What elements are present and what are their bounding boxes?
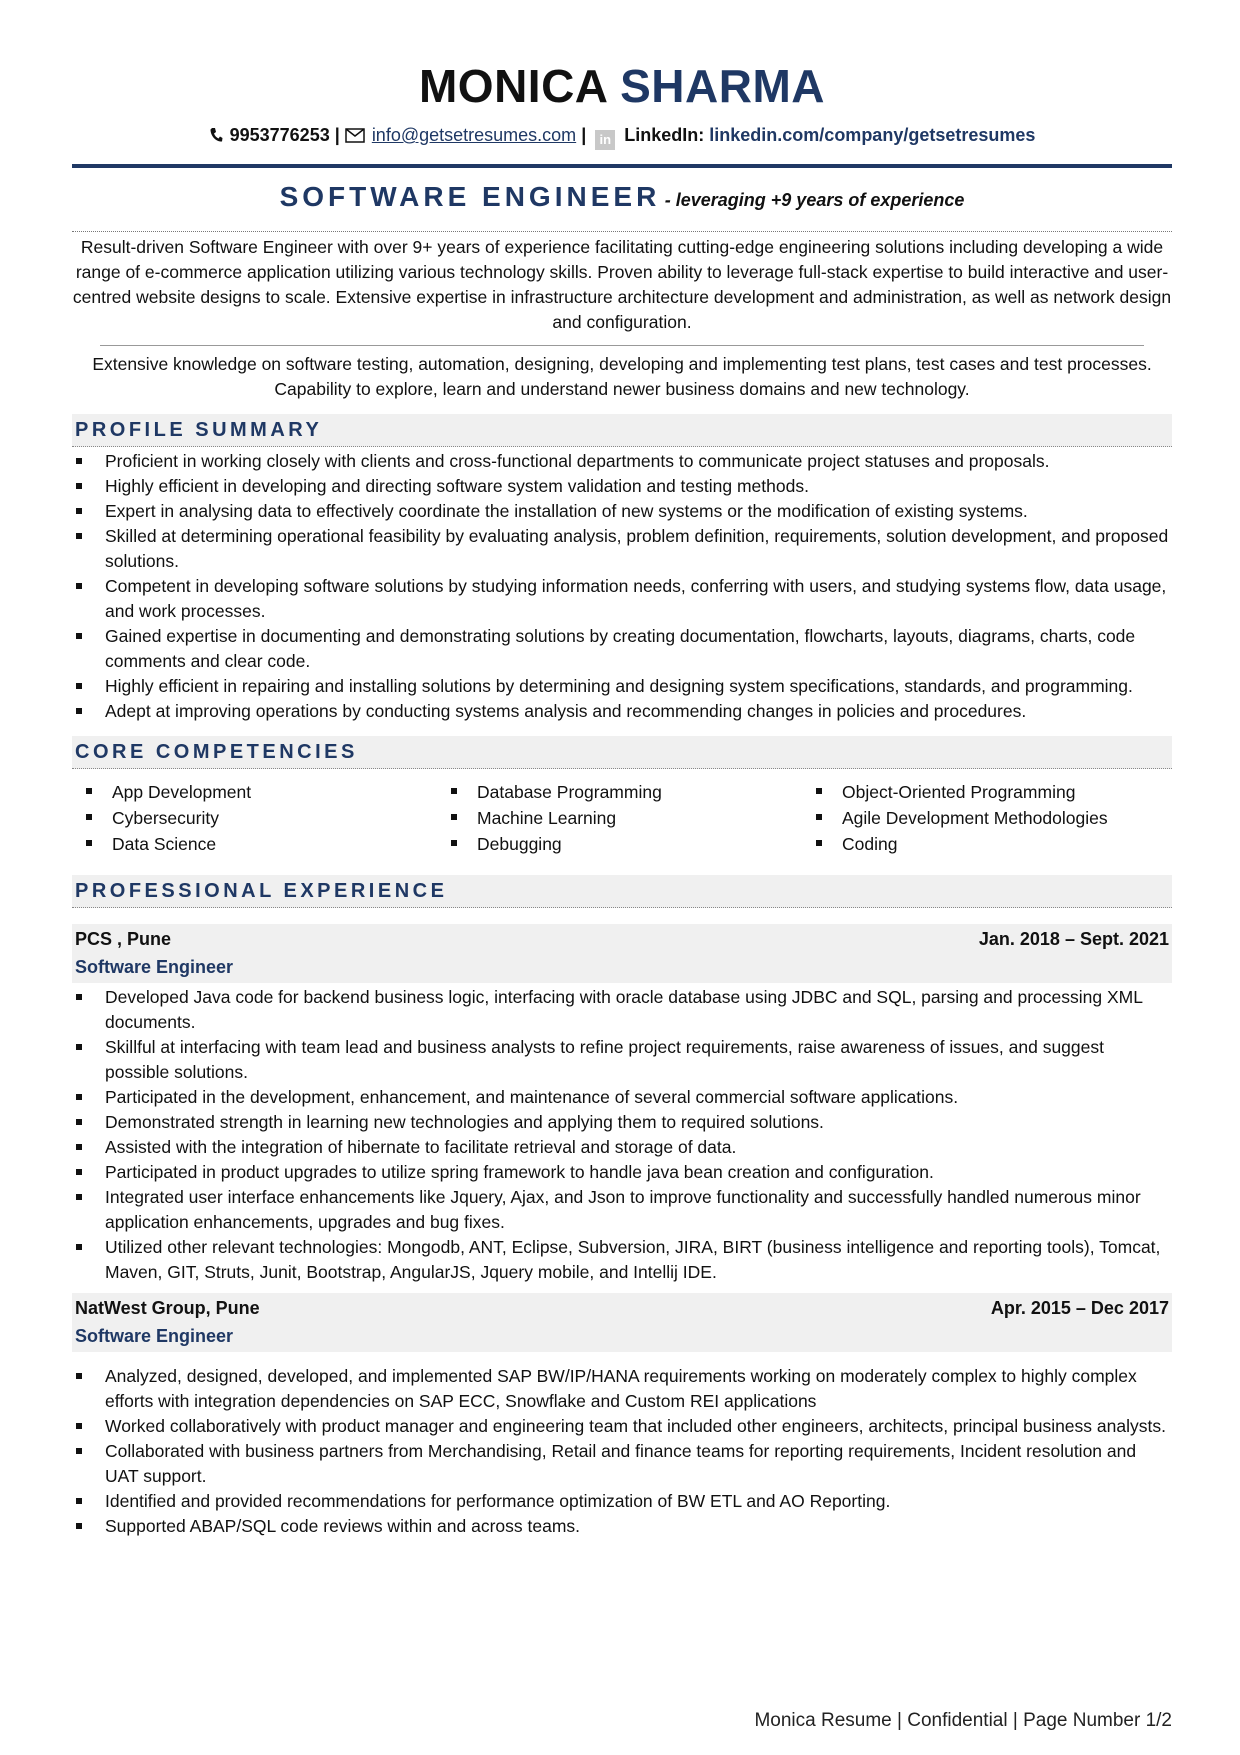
competencies-grid <box>72 779 1172 857</box>
phone-number: 9953776253 <box>229 125 330 145</box>
competency-item: Machine Learning <box>437 805 802 831</box>
list-item: Identified and provided recommendations for performance optimization of BW ETL and AO Reporting. <box>72 1489 1172 1514</box>
separator: | <box>581 125 587 145</box>
list-item: Integrated user interface enhancements like Jquery, Ajax, and Json to improve functionality and successfully handled numerous minor application enhancements, upgrades and bug fixes. <box>72 1185 1172 1235</box>
job-role: Software Engineer <box>75 1326 234 1346</box>
header-divider <box>72 164 1172 168</box>
competency-item: Cybersecurity <box>72 805 437 831</box>
list-item: Analyzed, designed, developed, and implemented SAP BW/IP/HANA requirements working on moderately complex to highly complex efforts with integration dependencies on SAP ECC, Snowflake and Custom REI applications <box>72 1364 1172 1414</box>
linkedin-label: LinkedIn: <box>624 125 705 145</box>
job-bullets <box>72 985 1172 1285</box>
section-heading-profile-summary: PROFILE SUMMARY <box>72 414 1172 447</box>
job-title-line <box>72 180 1172 219</box>
first-name: MONICA <box>418 60 607 112</box>
summary <box>72 235 1172 402</box>
section-heading-professional-experience: PROFESSIONAL EXPERIENCE <box>72 875 1172 908</box>
job-title: SOFTWARE ENGINEER <box>279 181 661 212</box>
list-item: Highly efficient in developing and directing software system validation and testing methods. <box>72 474 1172 499</box>
summary-paragraph: Extensive knowledge on software testing, automation, designing, developing and implementing test plans, test cases and test processes. Capability to explore, learn and understand newer business domains and new technology. <box>92 354 1152 399</box>
competency-item: Data Science <box>72 831 437 857</box>
competency-item: Debugging <box>437 831 802 857</box>
email-link[interactable]: info@getsetresumes.com <box>371 125 577 145</box>
job-tagline: - leveraging +9 years of experience <box>664 190 965 210</box>
list-item: Gained expertise in documenting and demonstrating solutions by creating documentation, flowcharts, layouts, diagrams, charts, code comments and clear code. <box>72 624 1172 674</box>
job-bullets <box>72 1364 1172 1539</box>
list-item: Proficient in working closely with clients and cross-functional departments to communicate project statuses and proposals. <box>72 449 1172 474</box>
list-item: Skillful at interfacing with team lead and business analysts to refine project requirements, raise awareness of issues, and suggest possible solutions. <box>72 1035 1172 1085</box>
linkedin-link[interactable]: linkedin.com/company/getsetresumes <box>709 125 1036 145</box>
section-heading-core-competencies: CORE COMPETENCIES <box>72 736 1172 769</box>
title-divider <box>72 231 1172 232</box>
linkedin-icon: in <box>595 130 615 150</box>
list-item: Participated in product upgrades to utilize spring framework to handle java bean creation and configuration. <box>72 1160 1172 1185</box>
list-item: Demonstrated strength in learning new technologies and applying them to required solutions. <box>72 1110 1172 1135</box>
competency-item: Database Programming <box>437 779 802 805</box>
list-item: Competent in developing software solutions by studying information needs, conferring with users, and studying systems flow, data usage, and work processes. <box>72 574 1172 624</box>
list-item: Skilled at determining operational feasibility by evaluating analysis, problem definition, requirements, solution development, and proposed solutions. <box>72 524 1172 574</box>
job-entry <box>72 924 1172 1285</box>
list-item: Adept at improving operations by conducting systems analysis and recommending changes in policies and procedures. <box>72 699 1172 724</box>
page-footer: Monica Resume | Confidential | Page Number 1/2 <box>754 1710 1172 1731</box>
competency-item: Object-Oriented Programming <box>802 779 1172 805</box>
summary-divider <box>100 345 1144 346</box>
separator: | <box>334 125 340 145</box>
job-header <box>72 924 1172 983</box>
profile-summary-list <box>72 449 1172 724</box>
last-name: SHARMA <box>620 60 825 112</box>
resume-page <box>72 0 1172 1539</box>
list-item: Collaborated with business partners from Merchandising, Retail and finance teams for reporting requirements, Incident resolution and UAT support. <box>72 1439 1172 1489</box>
company-name: NatWest Group, Pune <box>75 1298 260 1318</box>
list-item: Highly efficient in repairing and installing solutions by determining and designing system specifications, standards, and programming. <box>72 674 1172 699</box>
list-item: Assisted with the integration of hibernate to facilitate retrieval and storage of data. <box>72 1135 1172 1160</box>
candidate-name <box>72 56 1172 116</box>
contact-line <box>72 122 1172 150</box>
job-header <box>72 1293 1172 1352</box>
list-item: Developed Java code for backend business logic, interfacing with oracle database using JDBC and SQL, parsing and processing XML documents. <box>72 985 1172 1035</box>
job-dates: Apr. 2015 – Dec 2017 <box>990 1298 1169 1318</box>
job-entry <box>72 1293 1172 1539</box>
company-name: PCS , Pune <box>75 929 172 949</box>
list-item: Worked collaboratively with product manager and engineering team that included other engineers, architects, principal business analysts. <box>72 1414 1172 1439</box>
job-role: Software Engineer <box>75 957 234 977</box>
job-dates: Jan. 2018 – Sept. 2021 <box>978 929 1169 949</box>
competency-item: Coding <box>802 831 1172 857</box>
summary-paragraph: Result-driven Software Engineer with over 9+ years of experience facilitating cutting-edge engineering solutions including developing a wide range of e-commerce application utilizing various technology skills. Proven ability to leverage full-stack expertise to build interactive and user-centred website designs to scale. Extensive expertise in infrastructure architecture development and administration, as well as network design and configuration. <box>72 237 1172 332</box>
phone-icon <box>209 122 223 148</box>
envelope-icon <box>345 122 365 148</box>
list-item: Participated in the development, enhancement, and maintenance of several commercial software applications. <box>72 1085 1172 1110</box>
competency-item: App Development <box>72 779 437 805</box>
list-item: Supported ABAP/SQL code reviews within and across teams. <box>72 1514 1172 1539</box>
competency-item: Agile Development Methodologies <box>802 805 1172 831</box>
list-item: Utilized other relevant technologies: Mongodb, ANT, Eclipse, Subversion, JIRA, BIRT (business intelligence and reporting tools), Tomcat, Maven, GIT, Struts, Junit, Bootstrap, AngularJS, Jquery mobile, and Intellij IDE. <box>72 1235 1172 1285</box>
list-item: Expert in analysing data to effectively coordinate the installation of new systems or the modification of existing systems. <box>72 499 1172 524</box>
